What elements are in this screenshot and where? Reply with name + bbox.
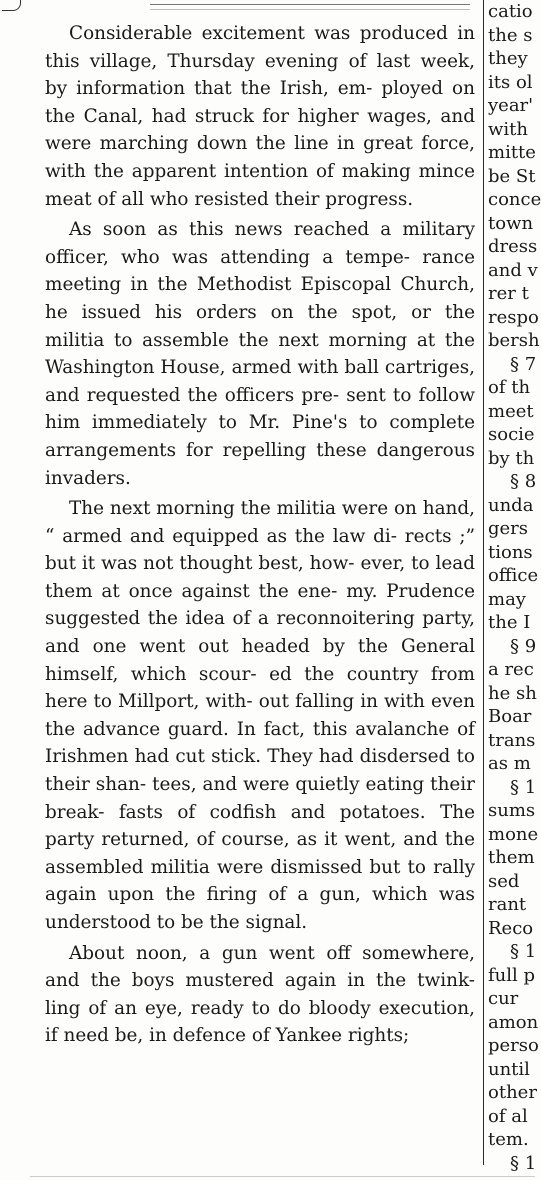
adjacent-column-line: rant: [488, 894, 527, 915]
article-line: Church, he issued his orders on the spot,: [45, 274, 475, 323]
article-line: if need be, in defence of Yankee rights;: [45, 1025, 410, 1047]
adjacent-column-line: full p: [488, 964, 536, 986]
adjacent-column-line: other: [488, 1082, 537, 1103]
adjacent-column-line: with: [488, 118, 528, 140]
article-column: [45, 20, 475, 1050]
adjacent-column-line: of al: [488, 1105, 528, 1127]
adjacent-column-line: catio: [488, 1, 533, 22]
article-line: my. Prudence suggested the idea of a: [45, 580, 475, 630]
adjacent-column-line: rer t: [488, 283, 529, 304]
article-line: In fact, this avalanche of Irishmen had cut: [45, 718, 475, 768]
adjacent-column-line: § 8: [510, 471, 537, 492]
adjacent-column-line: and v: [488, 259, 538, 281]
article-line: sent to follow him immediately to Mr. Pine's: [45, 384, 475, 434]
adjacent-column-line: gers: [488, 518, 529, 539]
article-line: As soon as this news reached a military: [69, 219, 475, 241]
adjacent-column-line: tem.: [488, 1129, 529, 1150]
adjacent-column-line: unda: [488, 494, 534, 516]
bottom-edge-rule: [30, 1176, 535, 1177]
article-paragraph: [45, 20, 475, 213]
article-line: week, by information that the Irish, em-: [45, 50, 475, 100]
article-line: fasts of codfish and potatoes. The party: [45, 801, 475, 851]
adjacent-column-line: them: [488, 847, 535, 868]
article-line: rects ;” but it was not thought best, how-: [45, 525, 475, 575]
article-line: wages, and were marching down the line: [45, 105, 475, 155]
article-line: of making mince meat of all who resisted: [45, 160, 475, 210]
article-line: rance meeting in the Methodist Episcopal: [45, 246, 475, 296]
adjacent-column-line: amon: [488, 1011, 539, 1033]
adjacent-column-line: perso: [488, 1035, 539, 1056]
corner-bracket-mark: [2, 0, 21, 11]
article-line: cartriges, and requested the officers pre-: [45, 357, 475, 406]
adjacent-column-line: § 7: [510, 353, 537, 375]
adjacent-column-line: § 9: [510, 635, 537, 657]
article-line: headed by the General himself, which scour-: [45, 636, 475, 685]
article-line: officer, who was attending a tempe-: [45, 246, 410, 268]
article-line: The next morning the militia were on: [69, 498, 417, 520]
article-line: in this village, Thursday evening of last: [45, 23, 475, 72]
adjacent-column-line: town: [488, 212, 534, 234]
adjacent-column-line: a rec: [488, 659, 534, 680]
adjacent-column-line: sed: [488, 870, 520, 892]
adjacent-column-line: be St: [488, 165, 536, 187]
adjacent-column-line: dress: [488, 236, 538, 257]
masthead-rule: [150, 4, 470, 10]
adjacent-column-line: Boar: [488, 706, 532, 727]
article-line: their progress.: [274, 188, 414, 210]
adjacent-column-line: they: [488, 48, 528, 69]
article-line: or the militia to assemble the next morning: [45, 301, 476, 351]
adjacent-column-line: cur: [488, 988, 519, 1009]
adjacent-column-line: tions: [488, 541, 533, 563]
article-line: ever, to lead them at once against the ene-: [45, 553, 475, 602]
article-paragraph: [45, 940, 475, 1050]
article-line: to complete arrangements for repelling: [45, 412, 475, 461]
adjacent-column-line: § 1: [510, 1152, 537, 1174]
article-line: and the boys mustered again in the twink-: [45, 970, 475, 992]
adjacent-column-line: by th: [488, 447, 535, 469]
adjacent-column-line: may: [488, 588, 526, 610]
adjacent-column-line: mitte: [488, 142, 536, 163]
article-line: reconnoitering party, and one went out: [45, 608, 475, 658]
adjacent-column-line: the I: [488, 612, 531, 633]
article-line: returned, of course, as it went, and the: [101, 829, 475, 851]
article-line: rally again upon the firing of a gun, which: [45, 856, 475, 906]
adjacent-column-line: mone: [488, 823, 539, 845]
adjacent-column-line: he sh: [488, 682, 537, 704]
article-line: was understood to be the signal.: [45, 884, 475, 933]
article-line: at the Washington House, armed with ball: [45, 329, 475, 379]
adjacent-column-line: respo: [488, 306, 539, 328]
adjacent-column-line: as m: [488, 753, 531, 774]
article-line: tees, and were quietly eating their break-: [45, 774, 475, 823]
article-line: About noon, a gun went off somewhere,: [69, 942, 475, 964]
column-divider: [483, 0, 484, 1165]
adjacent-column-line: until: [488, 1058, 530, 1080]
adjacent-column-line: meet: [488, 400, 534, 422]
adjacent-column-fragment: [488, 0, 541, 1174]
adjacent-column-line: of th: [488, 377, 531, 398]
article-line: ployed on the Canal, had struck for higher: [45, 78, 475, 127]
adjacent-column-line: Reco: [488, 917, 534, 939]
adjacent-column-line: bersh: [488, 330, 540, 351]
article-line: hand, “ armed and equipped as the law di-: [45, 498, 476, 547]
article-line: ling of an eye, ready to do bloody execution,: [45, 997, 475, 1019]
adjacent-column-line: its ol: [488, 71, 533, 93]
article-paragraph: [45, 495, 475, 937]
adjacent-column-line: conce: [488, 189, 541, 210]
article-paragraph: [45, 216, 475, 492]
article-line: assembled militia were dismissed but to: [45, 856, 426, 878]
article-line: out falling in with even the advance guard.: [45, 691, 475, 740]
adjacent-column-line: year': [488, 95, 534, 116]
article-line: Considerable excitement was produced: [69, 23, 448, 44]
adjacent-column-line: the s: [488, 24, 533, 46]
article-line: in great force, with the apparent intention: [45, 133, 475, 182]
adjacent-column-line: sums: [488, 800, 536, 821]
adjacent-column-line: office: [488, 565, 539, 586]
adjacent-column-line: § 1: [510, 941, 537, 962]
article-line: these dangerous invaders.: [45, 439, 475, 489]
article-line: stick. They had disdersed to their shan-: [45, 746, 475, 796]
adjacent-column-line: trans: [488, 729, 536, 751]
article-line: ed the country from here to Millport, with-: [45, 663, 475, 713]
adjacent-column-line: § 1: [510, 776, 537, 798]
adjacent-column-line: socie: [488, 424, 535, 445]
